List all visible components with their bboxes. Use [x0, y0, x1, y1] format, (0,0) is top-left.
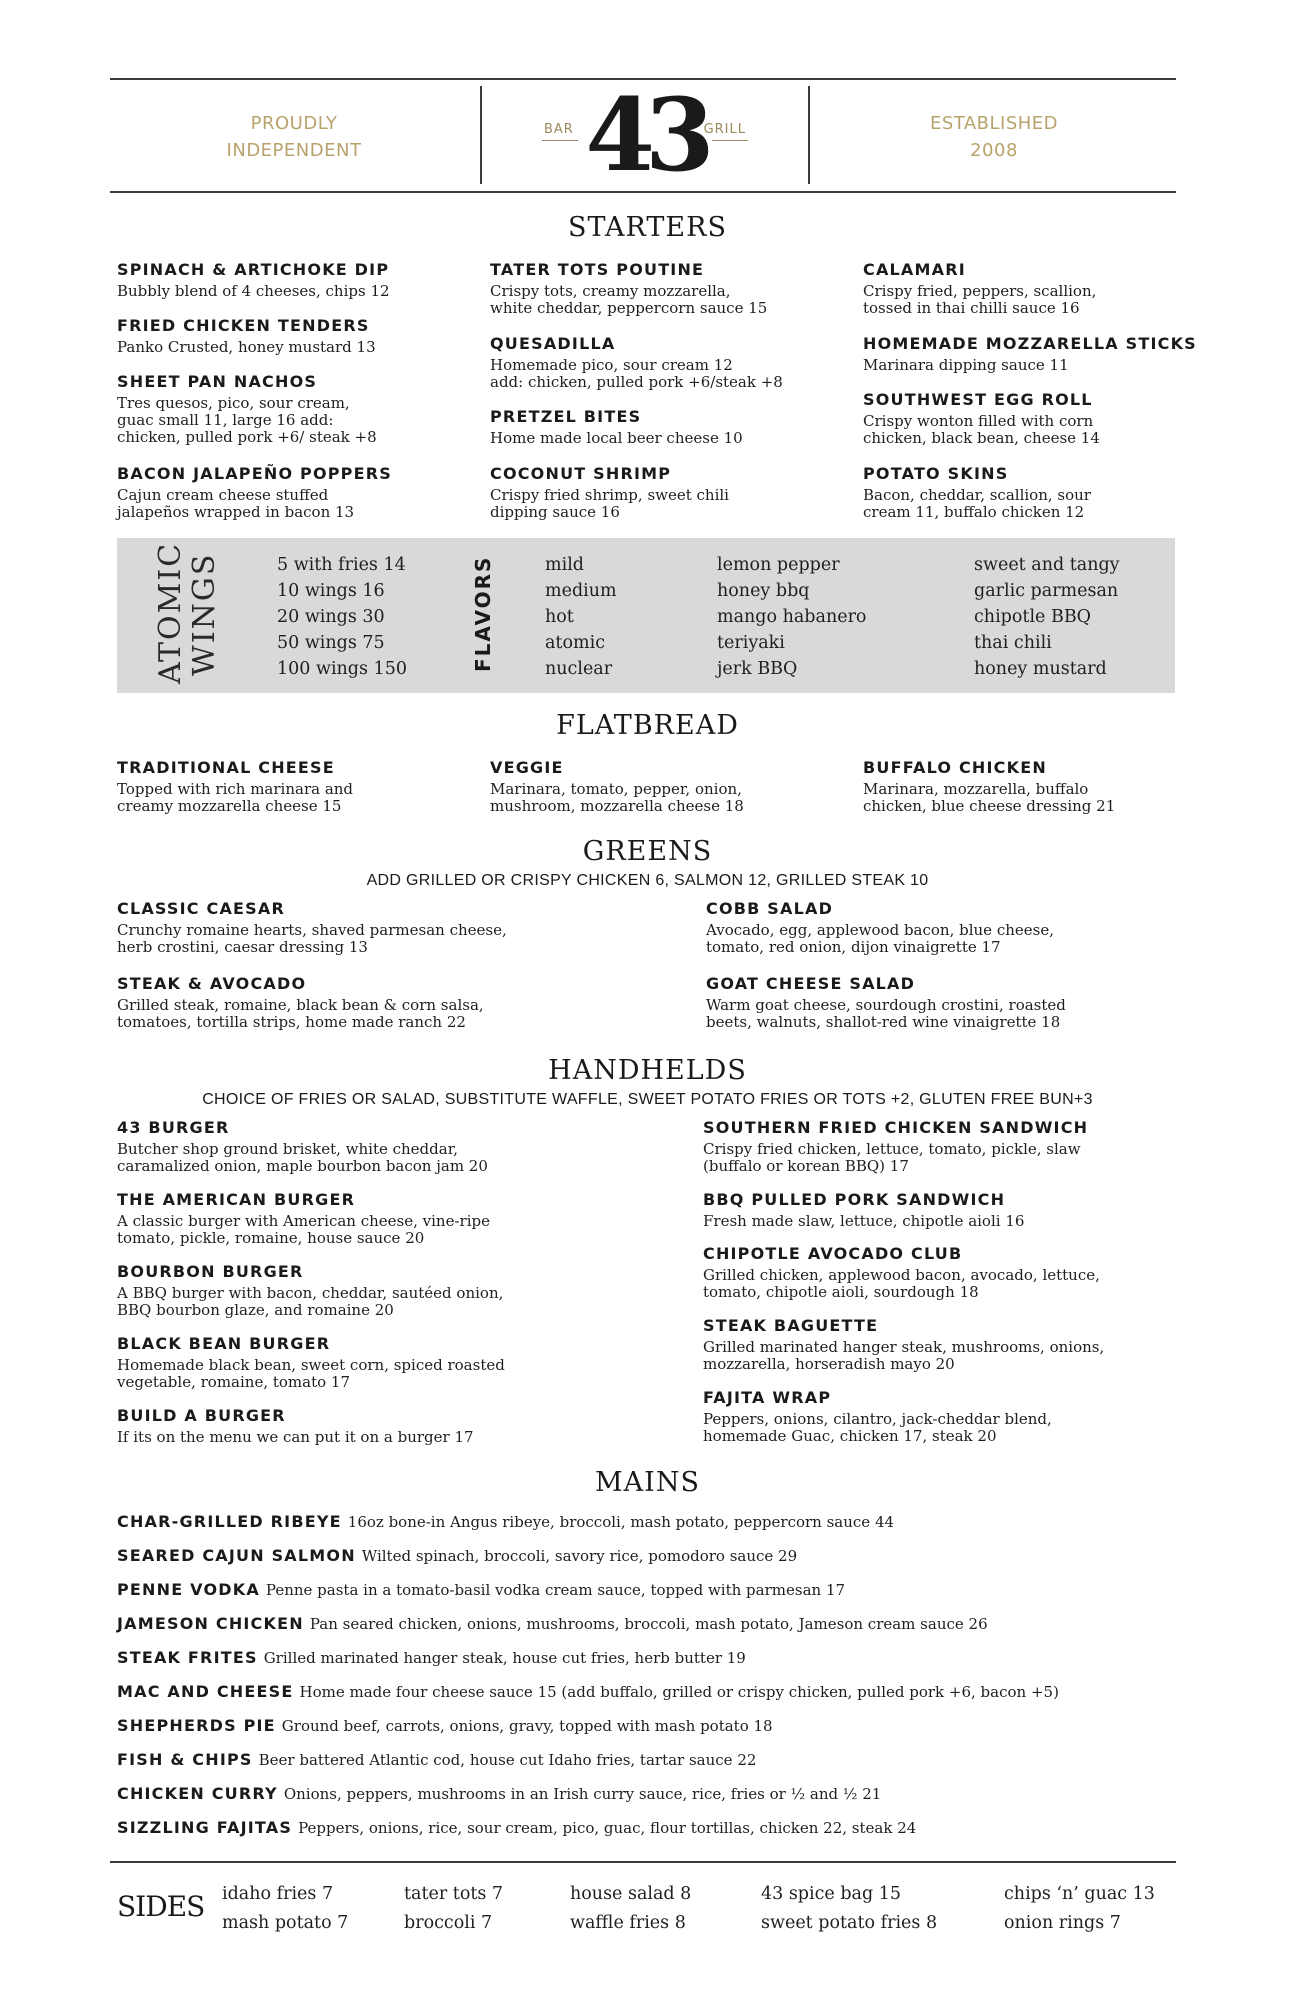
starters-title: STARTERS — [568, 212, 727, 243]
flavors-label: FLAVORS — [471, 555, 495, 672]
list-item: chipotle BBQ — [974, 607, 1092, 627]
menu-item: BACON JALAPEÑO POPPERS Cajun cream cheese stuffed jalapeños wrapped in bacon 13 — [117, 464, 392, 521]
sides-rule — [110, 1861, 1176, 1863]
menu-item: SOUTHERN FRIED CHICKEN SANDWICH Crispy fried chicken, lettuce, tomato, pickle, slaw (buffalo or korean BBQ) 17 — [703, 1118, 1089, 1175]
list-item: chips ‘n’ guac 13 — [1004, 1884, 1155, 1904]
greens-subtitle: ADD GRILLED OR CRISPY CHICKEN 6, SALMON 12, GRILLED STEAK 10 — [366, 872, 929, 889]
list-item: medium — [545, 581, 617, 601]
list-item: waffle fries 8 — [570, 1913, 686, 1933]
menu-item: GOAT CHEESE SALAD Warm goat cheese, sourdough crostini, roasted beets, walnuts, shallot-red wine vinaigrette 18 — [706, 974, 1066, 1031]
list-item: tater tots 7 — [404, 1884, 504, 1904]
menu-item: 43 BURGER Butcher shop ground brisket, white cheddar, caramalized onion, maple bourbon bacon jam 20 — [117, 1118, 488, 1175]
list-item: 50 wings 75 — [277, 633, 385, 653]
list-item: 5 with fries 14 — [277, 555, 406, 575]
mains-title: MAINS — [595, 1467, 700, 1498]
greens-title: GREENS — [582, 836, 713, 867]
menu-item: BLACK BEAN BURGER Homemade black bean, sweet corn, spiced roasted vegetable, romaine, tomato 17 — [117, 1334, 505, 1391]
menu-item: THE AMERICAN BURGER A classic burger with American cheese, vine-ripe tomato, pickle, romaine, house sauce 20 — [117, 1190, 490, 1247]
list-item: 10 wings 16 — [277, 581, 385, 601]
handhelds-title: HANDHELDS — [548, 1055, 747, 1086]
list-item: jerk BBQ — [717, 659, 798, 679]
list-item: atomic — [545, 633, 605, 653]
menu-item: STEAK BAGUETTE Grilled marinated hanger steak, mushrooms, onions, mozzarella, horseradish mayo 20 — [703, 1316, 1105, 1373]
menu-item: BBQ PULLED PORK SANDWICH Fresh made slaw, lettuce, chipotle aioli 16 — [703, 1190, 1025, 1230]
list-item: thai chili — [974, 633, 1052, 653]
menu-item: SIZZLING FAJITAS Peppers, onions, rice, sour cream, pico, guac, flour tortillas, chicken 22, steak 24 — [117, 1818, 917, 1837]
list-item: sweet potato fries 8 — [761, 1913, 938, 1933]
header-divider-left — [480, 86, 482, 184]
menu-item: HOMEMADE MOZZARELLA STICKS Marinara dipping sauce 11 — [863, 334, 1197, 374]
list-item: nuclear — [545, 659, 613, 679]
list-item: teriyaki — [717, 633, 785, 653]
flavors-column-2 — [717, 552, 866, 682]
menu-item: TATER TOTS POUTINE Crispy tots, creamy mozzarella, white cheddar, peppercorn sauce 15 — [490, 260, 768, 317]
sides-column — [404, 1880, 503, 1938]
menu-item: SHEET PAN NACHOS Tres quesos, pico, sour cream, guac small 11, large 16 add: chicken, pulled pork +6/ steak +8 — [117, 372, 377, 446]
menu-item: SOUTHWEST EGG ROLL Crispy wonton filled with corn chicken, black bean, cheese 14 — [863, 390, 1100, 447]
menu-item: TRADITIONAL CHEESE Topped with rich marinara and creamy mozzarella cheese 15 — [117, 758, 354, 815]
atomic-wings-title-line1: ATOMIC — [153, 541, 188, 684]
menu-item: FRIED CHICKEN TENDERS Panko Crusted, honey mustard 13 — [117, 316, 376, 356]
list-item: mild — [545, 555, 584, 575]
list-item: house salad 8 — [570, 1884, 692, 1904]
list-item: idaho fries 7 — [222, 1884, 334, 1904]
header-divider-right — [808, 86, 810, 184]
list-item: honey bbq — [717, 581, 810, 601]
menu-item: VEGGIE Marinara, tomato, pepper, onion, mushroom, mozzarella cheese 18 — [490, 758, 744, 815]
menu-item: PENNE VODKA Penne pasta in a tomato-basil vodka cream sauce, topped with parmesan 17 — [117, 1580, 846, 1599]
menu-item: BOURBON BURGER A BBQ burger with bacon, cheddar, sautéed onion, BBQ bourbon glaze, and romaine 20 — [117, 1262, 504, 1319]
list-item: mash potato 7 — [222, 1913, 349, 1933]
list-item: lemon pepper — [717, 555, 840, 575]
list-item: 43 spice bag 15 — [761, 1884, 901, 1904]
sides-column — [570, 1880, 691, 1938]
menu-item: CHIPOTLE AVOCADO CLUB Grilled chicken, applewood bacon, avocado, lettuce, tomato, chipotle aioli, sourdough 18 — [703, 1244, 1100, 1301]
wing-sizes-list — [277, 552, 407, 682]
menu-item: CLASSIC CAESAR Crunchy romaine hearts, shaved parmesan cheese, herb crostini, caesar dressing 13 — [117, 899, 507, 956]
menu-item: STEAK FRITES Grilled marinated hanger steak, house cut fries, herb butter 19 — [117, 1648, 746, 1667]
atomic-wings-panel — [117, 538, 1175, 693]
handhelds-subtitle: CHOICE OF FRIES OR SALAD, SUBSTITUTE WAFFLE, SWEET POTATO FRIES OR TOTS +2, GLUTEN FREE BUN+3 — [202, 1091, 1093, 1108]
flavors-column-3 — [974, 552, 1120, 682]
menu-item: CALAMARI Crispy fried, peppers, scallion, tossed in thai chilli sauce 16 — [863, 260, 1097, 317]
menu-item: SPINACH & ARTICHOKE DIP Bubbly blend of 4 cheeses, chips 12 — [117, 260, 390, 300]
menu-item: BUILD A BURGER If its on the menu we can put it on a burger 17 — [117, 1406, 474, 1446]
header-proudly-independent: PROUDLY INDEPENDENT — [226, 113, 362, 161]
menu-item: SHEPHERDS PIE Ground beef, carrots, onions, gravy, topped with mash potato 18 — [117, 1716, 773, 1735]
flavors-column-1 — [545, 552, 617, 682]
list-item: sweet and tangy — [974, 555, 1120, 575]
list-item: mango habanero — [717, 607, 867, 627]
list-item: honey mustard — [974, 659, 1107, 679]
menu-item: CHAR-GRILLED RIBEYE 16oz bone-in Angus ribeye, broccoli, mash potato, peppercorn sauce 44 — [117, 1512, 895, 1531]
logo-grill-text: GRILL — [703, 122, 746, 137]
logo-bar-text: BAR — [544, 122, 574, 137]
atomic-wings-title-line2: WINGS — [187, 552, 222, 676]
logo-rule-left — [542, 140, 578, 141]
menu-item: MAC AND CHEESE Home made four cheese sauce 15 (add buffalo, grilled or crispy chicken, pulled pork +6, bacon +5) — [117, 1682, 1059, 1701]
menu-item: CHICKEN CURRY Onions, peppers, mushrooms in an Irish curry sauce, rice, fries or ½ and ½ 21 — [117, 1784, 882, 1803]
header-established: ESTABLISHED 2008 — [929, 113, 1059, 161]
list-item: hot — [545, 607, 574, 627]
sides-column — [222, 1880, 348, 1938]
menu-item: COBB SALAD Avocado, egg, applewood bacon, blue cheese, tomato, red onion, dijon vinaigrette 17 — [706, 899, 1054, 956]
list-item: garlic parmesan — [974, 581, 1119, 601]
logo-rule-right — [712, 140, 748, 141]
menu-item: POTATO SKINS Bacon, cheddar, scallion, sour cream 11, buffalo chicken 12 — [863, 464, 1091, 521]
list-item: onion rings 7 — [1004, 1913, 1121, 1933]
menu-item: COCONUT SHRIMP Crispy fried shrimp, sweet chili dipping sauce 16 — [490, 464, 729, 521]
sides-column — [1004, 1880, 1155, 1938]
menu-item: QUESADILLA Homemade pico, sour cream 12 add: chicken, pulled pork +6/steak +8 — [490, 334, 783, 391]
bar-43-grill-logo — [540, 76, 750, 194]
flatbread-title: FLATBREAD — [556, 710, 739, 741]
menu-item: JAMESON CHICKEN Pan seared chicken, onions, mushrooms, broccoli, mash potato, Jameson cream sauce 26 — [117, 1614, 988, 1633]
list-item: 20 wings 30 — [277, 607, 385, 627]
menu-item: FAJITA WRAP Peppers, onions, cilantro, jack-cheddar blend, homemade Guac, chicken 17, steak 20 — [703, 1388, 1052, 1445]
list-item: broccoli 7 — [404, 1913, 493, 1933]
menu-item: SEARED CAJUN SALMON Wilted spinach, broccoli, savory rice, pomodoro sauce 29 — [117, 1546, 798, 1565]
menu-item: PRETZEL BITES Home made local beer cheese 10 — [490, 407, 743, 447]
sides-column — [761, 1880, 937, 1938]
list-item: 100 wings 150 — [277, 659, 407, 679]
sides-title: SIDES — [117, 1890, 205, 1923]
logo-43: 43 — [585, 76, 705, 194]
menu-item: BUFFALO CHICKEN Marinara, mozzarella, buffalo chicken, blue cheese dressing 21 — [863, 758, 1116, 815]
menu-item: FISH & CHIPS Beer battered Atlantic cod, house cut Idaho fries, tartar sauce 22 — [117, 1750, 757, 1769]
menu-item: STEAK & AVOCADO Grilled steak, romaine, black bean & corn salsa, tomatoes, tortilla strips, home made ranch 22 — [117, 974, 484, 1031]
